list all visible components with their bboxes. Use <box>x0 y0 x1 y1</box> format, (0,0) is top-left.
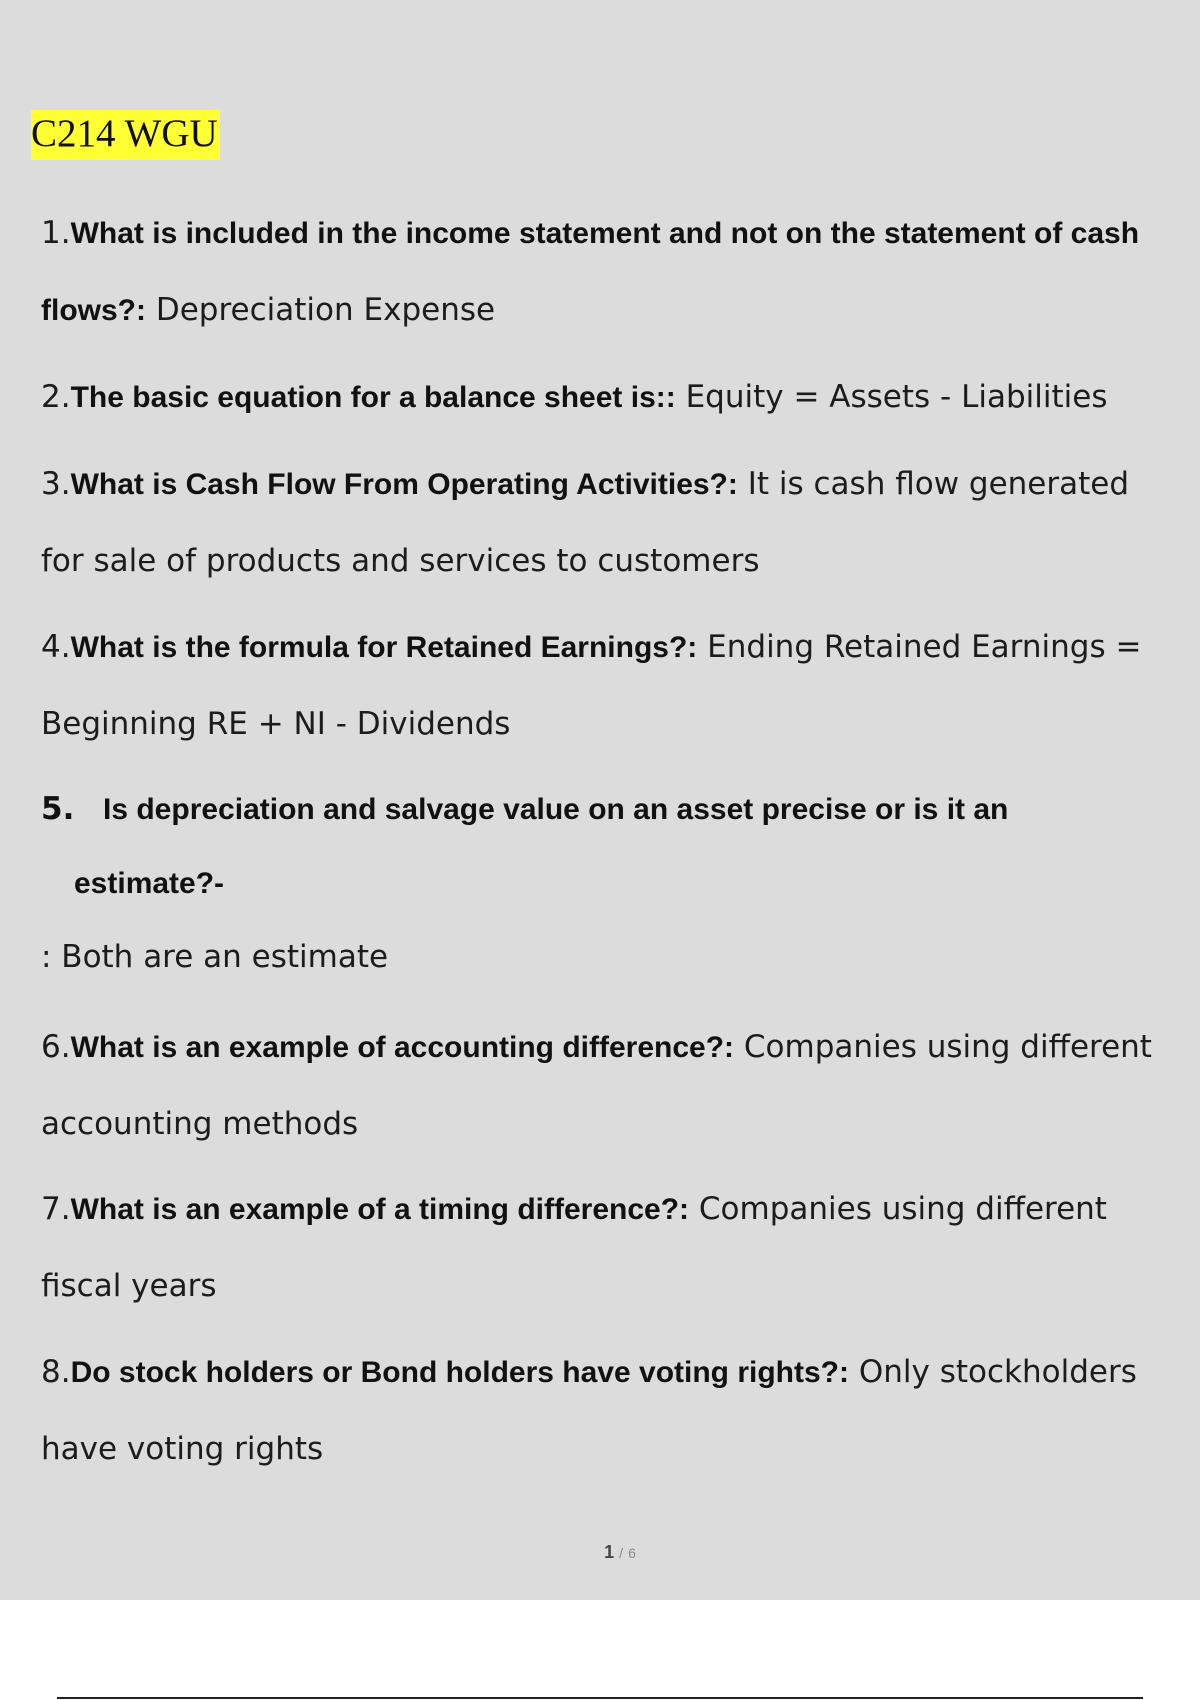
answer-text: Only stockholders have voting rights <box>41 1354 1137 1467</box>
total-pages: 6 <box>628 1545 636 1561</box>
page-number-indicator <box>0 1542 1200 1563</box>
question-text: Do stock holders or Bond holders have voting rights?: <box>70 1356 849 1389</box>
question-text: What is the formula for Retained Earnings?: <box>70 631 698 664</box>
qa-item-7 <box>41 1171 1176 1324</box>
answer-text: Equity = Assets - Liabilities <box>685 379 1108 415</box>
question-text: What is an example of a timing difference?: <box>70 1193 690 1226</box>
item-number: 5. <box>41 791 75 827</box>
qa-item-5 <box>41 772 1176 921</box>
answer-text: Companies using different accounting methods <box>41 1029 1152 1142</box>
item-number: 7. <box>41 1191 71 1227</box>
item-number: 6. <box>41 1029 71 1065</box>
item-number: 4. <box>41 629 71 665</box>
current-page: 1 <box>604 1542 615 1562</box>
qa-item-2 <box>41 359 1176 436</box>
item-number: 2. <box>41 379 71 415</box>
question-text: The basic equation for a balance sheet is:: <box>70 381 676 414</box>
answer-text: Depreciation Expense <box>155 292 496 328</box>
qa-item-3 <box>41 446 1176 599</box>
qa-item-8 <box>41 1334 1176 1487</box>
answer-text: Ending Retained Earnings = Beginning RE + NI - Dividends <box>41 629 1142 742</box>
answer-text: It is cash flow generated for sale of products and services to customers <box>41 466 1130 579</box>
question-text-line2: estimate?- <box>74 867 225 900</box>
item-number: 1. <box>41 215 71 251</box>
answer-text: Companies using different fiscal years <box>41 1191 1107 1304</box>
item-number: 3. <box>41 466 71 502</box>
qa-item-1 <box>41 195 1176 349</box>
page-separator: / <box>619 1545 624 1561</box>
next-page-rule <box>57 1697 1143 1699</box>
question-text: What is Cash Flow From Operating Activities?: <box>70 468 738 501</box>
question-text: What is an example of accounting difference?: <box>70 1031 735 1064</box>
item-number: 8. <box>41 1354 71 1390</box>
qa-item-6 <box>41 1009 1176 1162</box>
answer-text: : Both are an estimate <box>41 939 389 975</box>
document-title: C214 WGU <box>31 110 220 160</box>
qa-item-4 <box>41 609 1176 762</box>
question-text: What is included in the income statement and not on the statement of cash flows?: <box>41 217 1140 327</box>
question-text-line1: Is depreciation and salvage value on an asset precise or is it an <box>103 793 1009 826</box>
